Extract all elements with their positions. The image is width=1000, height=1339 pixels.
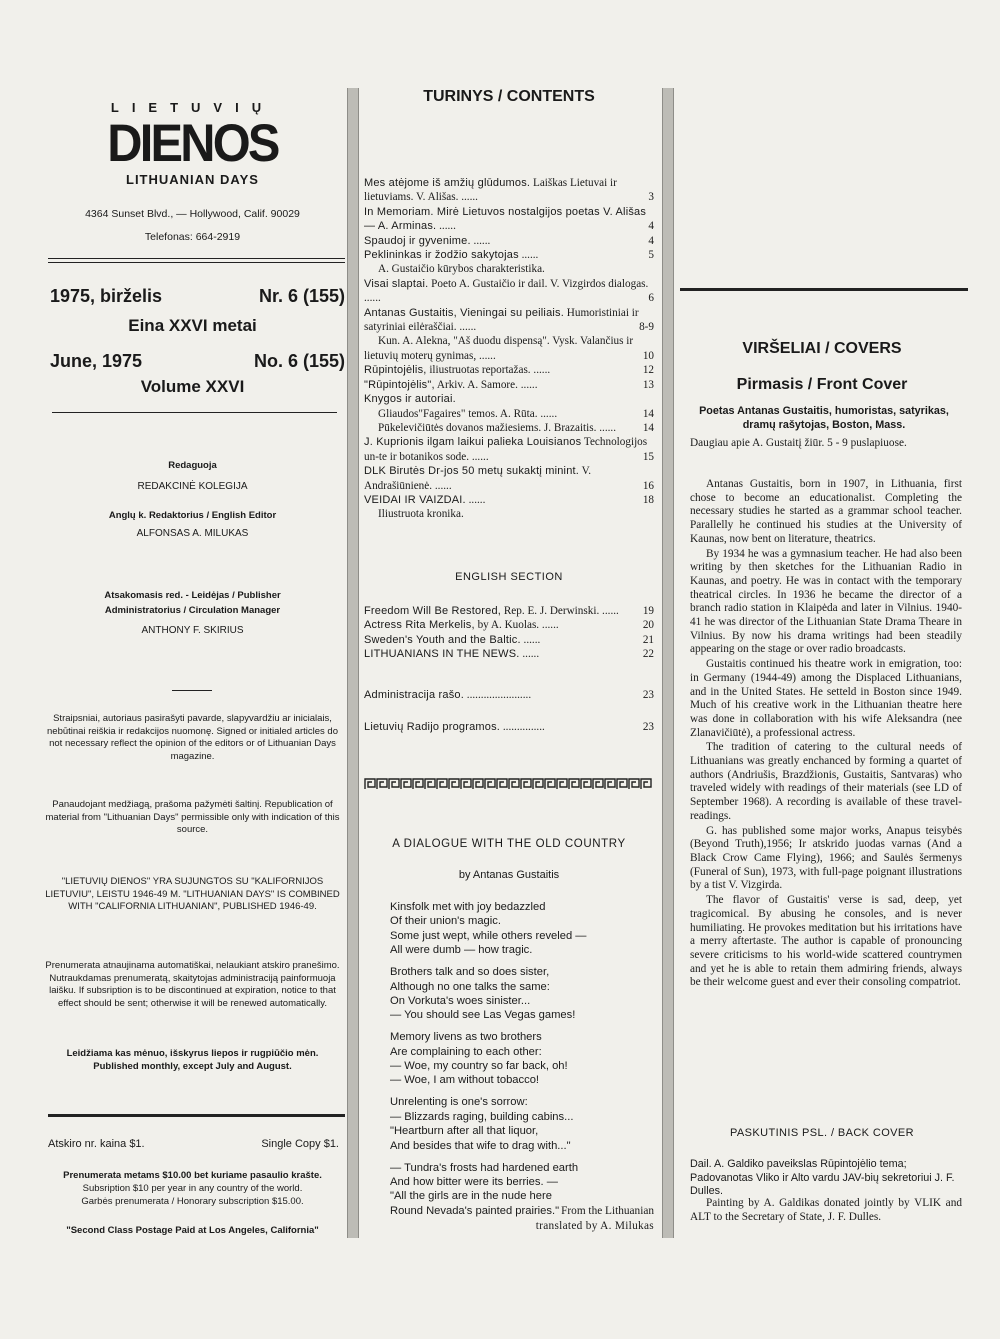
front-cover-article <box>690 478 962 991</box>
back-cover-text: Painting by A. Galdikas donated jointly by VLIK and ALT to the Secretary of State, J. F. Dulles. <box>690 1197 962 1223</box>
english-section-heading: ENGLISH SECTION <box>455 571 563 583</box>
issue-lt-date: 1975, birželis <box>50 286 163 306</box>
poem-line: — Blizzards raging, building cabins... <box>390 1110 574 1123</box>
contents-item-page: 15 <box>642 450 654 463</box>
poem-line: And besides that wife to drag with..." <box>390 1139 571 1152</box>
poem-credit-2: translated by A. Milukas <box>535 1220 654 1232</box>
contents-item-page: 12 <box>642 364 654 377</box>
poem-stanza <box>390 965 654 1023</box>
poem-line: Brothers talk and so does sister, <box>390 966 550 979</box>
contents-item-title: Peklininkas ir žodžio sakytojas <box>364 249 519 262</box>
opinion-notice: Straipsniai, autoriaus pasirašyti pavarde, slapyvardžiu ar inicialais, nebūtinai reiškia ir redakcijos nuomonę. Signed or initialed articles do not necessary reflect the opinion of the editors or of Lithuanian Days magazine. <box>47 713 338 762</box>
masthead-phone: Telefonas: 664-2919 <box>144 231 241 243</box>
poem-line: Memory livens as two brothers <box>390 1031 542 1044</box>
contents-item[interactable]: In Memoriam. Mirė Lietuvos nostalgijos poetas V. Ališas — A. Arminas. ...... 4 <box>364 205 654 233</box>
front-cover-caption: Poetas Antanas Gustaitis, humoristas, satyrikas, dramų rašytojas, Boston, Mass. <box>699 405 949 431</box>
poem-line: On Vorkuta's woes sinister... <box>390 994 531 1007</box>
poem-line: — You should see Las Vegas games! <box>390 1009 576 1022</box>
poem-line: Although no one talks the same: <box>390 980 550 993</box>
double-rule <box>48 258 345 263</box>
poem-line: Kinsfolk met with joy bedazzled <box>390 901 546 913</box>
poem-credit-1: From the Lithuanian <box>561 1205 654 1217</box>
contents-item-title: Sweden's Youth and the Baltic. <box>364 633 521 646</box>
front-cover-heading: Pirmasis / Front Cover <box>736 376 908 393</box>
contents-item[interactable]: Peklininkas ir žodžio sakytojas ...... 5 <box>364 249 654 262</box>
contents-item-detail: Rep. E. J. Derwinski. <box>501 605 600 617</box>
poem-line: Some just wept, while others reveled — <box>390 929 587 942</box>
column-divider-right <box>662 88 674 1238</box>
contents-item-title: LITHUANIANS IN THE NEWS. <box>364 648 520 661</box>
front-cover-reference: Daugiau apie A. Gustaitį žiūr. 5 - 9 puslapiuose. <box>690 437 907 449</box>
subscription-lt: Prenumerata metams $10.00 bet kuriame pasaulio krašte. <box>63 1170 322 1181</box>
contents-item[interactable]: "Rūpintojėlis", Arkiv. A. Samore. ...... 13 <box>364 378 654 391</box>
contents-item[interactable] <box>364 392 654 406</box>
contents-item-title: Rūpintojėlis, <box>364 364 427 377</box>
poem-stanza <box>390 1030 654 1088</box>
contents-item-page: 14 <box>642 407 654 420</box>
honorary-subscription: Garbės prenumerata / Honorary subscription $15.00. <box>81 1196 304 1207</box>
contents-item-page: 4 <box>648 220 654 233</box>
contents-item[interactable]: Visai slaptai. Poeto A. Gustaičio ir dail. V. Vizgirdos dialogas. ...... 6 <box>364 277 654 305</box>
article-paragraph: Antanas Gustaitis, born in 1907, in Lithuania, first chose to become an educationalist. Completing the necessary studies he started as a grammar school teacher. Parallelly he continued his studies at the University of Kaunas, now bent on literature, theatrics. <box>690 478 962 545</box>
single-price-en: Single Copy $1. <box>261 1138 339 1150</box>
poem-body <box>390 900 654 1226</box>
contents-item-page: 6 <box>648 292 654 305</box>
monthly-en: Published monthly, except July and August. <box>93 1061 292 1072</box>
contents-item-detail: iliustruotas reportažas. <box>426 364 531 377</box>
contents-item-title: Freedom Will Be Restored, <box>364 605 502 617</box>
issue-en-volume: Volume XXVI <box>140 377 245 396</box>
poem-author: by Antanas Gustaitis <box>458 869 560 881</box>
contents-item-title: Antanas Gustaitis, Vieningai su peiliais. <box>364 306 564 319</box>
contents-item[interactable]: Gliaudos"Fagaires" temos. A. Rūta. ...... 14 <box>364 407 654 421</box>
back-cover-caption: Dail. A. Galdiko paveikslas Rūpintojėlio tema; Padovanotas Vliko ir Alto vardu JAV-bių sekretoriui J. F. Dulles. <box>690 1158 955 1197</box>
contents-item[interactable]: Mes atėjome iš amžių glūdumos. Laiškas Lietuvai ir lietuviams. V. Ališas. ...... 3 <box>364 177 654 204</box>
contents-item-title: Actress Rita Merkelis, <box>364 619 475 632</box>
contents-item-page: 22 <box>642 648 654 661</box>
contents-item-page: 23 <box>642 689 654 701</box>
poem-title: A DIALOGUE WITH THE OLD COUNTRY <box>392 838 626 850</box>
contents-item-detail: Gliaudos"Fagaires" temos. A. Rūta. <box>378 407 538 420</box>
contents-item[interactable]: Freedom Will Be Restored, Rep. E. J. Derwinski. ...... 19 <box>364 605 654 617</box>
contents-item-page: 21 <box>642 633 654 646</box>
renewal-notice: Prenumerata atnaujinama automatiškai, nelaukiant atskiro pranešimo. Nutraukdamas prenumeratą, skaitytojas administraciją painformuoja laišku. If subsription is to be discontinued at expiration, notice to that effect should be sent; otherwise it will be renewed automatically. <box>45 960 340 1009</box>
contents-item[interactable]: Spaudoj ir gyvenime. ...... 4 <box>364 234 654 247</box>
contents-item[interactable]: Rūpintojėlis, iliustruotas reportažas. ...... 12 <box>364 364 654 377</box>
poem-line: Are complaining to each other: <box>390 1045 542 1058</box>
contents-item[interactable]: LITHUANIANS IN THE NEWS. ...... 22 <box>364 648 654 661</box>
article-paragraph: Gustaitis continued his theatre work in emigration, too: in Germany (1944-49) among the Displaced Lithuanians, and in the United States. He setteld in Boston since 1949. Much of his creative work in the Lithuanian theatre here was done in collaboration with his wife Aleksandra (nee Zlanavičiūtė), a professional actress. <box>690 658 962 739</box>
contents-item[interactable]: DLK Birutės Dr-jos 50 metų sukaktį minint. V. Andrašiūnienė. ...... 16 <box>364 465 654 492</box>
contents-item-title: Lietuvių Radijo programos. <box>364 721 501 733</box>
contents-heading: TURINYS / CONTENTS <box>423 88 595 105</box>
poem-line: — Woe, I am without tobacco! <box>390 1074 540 1087</box>
contents-item[interactable]: Kun. A. Alekna, "Aš duodu dispensą". Vysk. Valančius ir lietuvių moterų gynimas, ...... 10 <box>364 335 654 362</box>
poem-line: And how bitter were its berries. — <box>390 1175 558 1188</box>
issue-lt-year: Eina XXVI metai <box>128 316 257 335</box>
editorial-board: REDAKCINĖ KOLEGIJA <box>137 481 248 492</box>
contents-item-detail: Technologijos un-te ir botanikos sode. <box>364 436 648 463</box>
contents-item-page: 3 <box>648 191 654 204</box>
contents-item-detail: Arkiv. A. Samore. <box>434 378 518 391</box>
masthead-subtitle: LITHUANIAN DAYS <box>126 172 259 187</box>
poem-line: — Tundra's frosts had hardened earth <box>390 1161 579 1174</box>
covers-heading: VIRŠELIAI / COVERS <box>742 340 902 357</box>
article-paragraph: The flavor of Gustaitis' verse is sad, deep, yet tragicomical. By abusing he consoles, and is never humiliating. He provokes meditation but his irritations have a merry aftertaste. The author is capable of pronouncing severe criticisms to his world-wide scattered countrymen and yet he is able to retain them admiring friends, always be their welcome guest and ever their consoling compatriot. <box>690 894 962 989</box>
poem-line: All were dumb — how tragic. <box>390 944 533 957</box>
contents-item-title: "Rūpintojėlis", <box>364 378 435 391</box>
masthead-address: 4364 Sunset Blvd., — Hollywood, Calif. 90029 <box>85 208 300 220</box>
contents-item[interactable]: J. Kuprionis ilgam laikui palieka Louisianos Technologijos un-te ir botanikos sode. ...... 15 <box>364 436 654 463</box>
contents-item-page: 23 <box>642 721 654 733</box>
article-paragraph: The tradition of catering to the cultural needs of Lithuanians was greatly enchanced by forming a quartet of authors (Andriušis, Brazdžionis, Gustaitis, Santvaras) who traveled widely with readings of their materials (see LD of September 1968). A recording is available of these travel-readings. <box>690 741 962 822</box>
thick-rule <box>680 288 968 291</box>
edited-by: Redaguoja <box>168 460 217 471</box>
contents-item-detail: Poeto A. Gustaičio ir dail. V. Vizgirdos dialogas. <box>428 277 649 290</box>
poem-line: "Heartburn after all that liquor, <box>390 1125 539 1138</box>
poem-stanza <box>390 1095 654 1153</box>
rule <box>52 412 337 413</box>
reprint-notice: Panaudojant medžiagą, prašoma pažymėti šaltinį. Republication of material from "Lithuanian Days" permissible only with indication of this source. <box>45 799 340 835</box>
postage-note: "Second Class Postage Paid at Los Angeles, California" <box>66 1225 319 1236</box>
contents-item[interactable]: Actress Rita Merkelis, by A. Kuolas. ...... 20 <box>364 619 654 632</box>
column-divider-left <box>347 88 359 1238</box>
contents-item-page: 8-9 <box>639 321 654 334</box>
contents-item[interactable]: Antanas Gustaitis, Vieningai su peiliais. Humoristiniai ir satyriniai eilėraščiai. ...... 8-9 <box>364 306 654 334</box>
contents-item-title: Mes atėjome iš amžių glūdumos. <box>364 177 531 189</box>
poem-line: "All the girls are in the nude here <box>390 1190 552 1203</box>
contents-item-detail: V. Andrašiūnienė. <box>364 465 592 492</box>
contents-item-detail: Pūkelevičiūtės dovanos mažiesiems. J. Brazaitis. <box>378 421 597 434</box>
contents-item-page: 14 <box>642 421 654 434</box>
poem-line: Of their union's magic. <box>390 915 501 928</box>
contents-item[interactable] <box>364 262 654 276</box>
contents-item-detail: Iliustruota kronika. <box>378 508 464 521</box>
contents-item-page: 4 <box>648 234 654 247</box>
poem-line: — Woe, my country so far back, oh! <box>390 1060 568 1073</box>
contents-item-title: Spaudoj ir gyvenime. <box>364 234 471 247</box>
contents-item-title: J. Kuprionis ilgam laikui palieka Louisianos <box>364 436 582 449</box>
single-price-lt: Atskiro nr. kaina $1. <box>48 1138 145 1150</box>
contents-item-page: 18 <box>642 493 654 506</box>
contents-list-lithuanian <box>364 176 654 522</box>
short-rule <box>172 690 212 691</box>
contents-item[interactable]: Sweden's Youth and the Baltic. ...... 21 <box>364 633 654 646</box>
thick-rule <box>48 1114 345 1117</box>
contents-item-page: 19 <box>642 605 654 617</box>
poem-stanza <box>390 900 654 958</box>
contents-list-english <box>364 604 654 662</box>
article-paragraph: G. has published some major works, Anapus teisybės (Beyond Truth),1956; Ir atskrido juodas varnas (And a Black Crow Came Flying), 1966; and Saulės šermenys (Funeral of Sun), 1973, with full-page poignant illustrations by a tist V. Vizgirda. <box>690 824 962 892</box>
issue-lt-number: Nr. 6 (155) <box>258 286 345 306</box>
contents-item[interactable]: VEIDAI IR VAIZDAI. ...... 18 <box>364 493 654 506</box>
issue-en-number: No. 6 (155) <box>253 351 345 371</box>
english-editor-label: Anglų k. Redaktorius / English Editor <box>108 510 277 521</box>
ornament-border <box>364 778 652 790</box>
contents-item-detail: Kun. A. Alekna, "Aš duodu dispensą". Vysk. Valančius ir lietuvių moterų gynimas, <box>364 335 634 362</box>
contents-item-title: In Memoriam. Mirė Lietuvos nostalgijos poetas V. Ališas — A. Arminas. <box>364 205 647 233</box>
contents-item-detail: by A. Kuolas. <box>474 619 540 632</box>
issue-en-date: June, 1975 <box>50 351 143 371</box>
combined-notice: "LIETUVIŲ DIENOS" YRA SUJUNGTOS SU "KALIFORNIJOS LIETUVIU", LEISTU 1946-49 M. "LITHUANIAN DAYS" IS COMBINED WITH "CALIFORNIA LITHUANIAN", PUBLISHED 1946-49. <box>45 876 340 912</box>
contents-item[interactable]: Lietuvių Radijo programos. ............... 23 <box>364 721 654 733</box>
contents-item-title: Visai slaptai. <box>364 277 429 290</box>
contents-item-detail: A. Gustaičio kūrybos charakteristika. <box>378 263 545 276</box>
monthly-lt: Leidžiama kas mėnuo, išskyrus liepos ir rugpiūčio mėn. <box>66 1048 319 1059</box>
contents-item-page: 10 <box>642 349 654 362</box>
contents-item[interactable] <box>364 507 654 521</box>
subscription-en: Subsription $10 per year in any country of the world. <box>82 1183 303 1194</box>
contents-item-title: Knygos ir autoriai. <box>364 393 456 406</box>
contents-item-page: 5 <box>648 249 654 262</box>
english-editor: ALFONSAS A. MILUKAS <box>136 528 249 539</box>
publisher-label: Atsakomasis red. - Leidėjas / Publisher <box>104 590 281 601</box>
circulation-label: Administratorius / Circulation Manager <box>104 605 281 616</box>
contents-item-title: DLK Birutės Dr-jos 50 metų sukaktį minint. <box>364 465 580 478</box>
poem-line: Unrelenting is one's sorrow: <box>390 1096 528 1109</box>
contents-item-title: VEIDAI IR VAIZDAI. <box>364 493 466 506</box>
contents-item[interactable]: Administracija rašo. ....................... 23 <box>364 689 654 701</box>
masthead-title: DIENOS <box>107 114 278 173</box>
contents-item-detail: Humoristiniai ir satyriniai eilėraščiai. <box>364 306 639 334</box>
article-paragraph: By 1934 he was a gymnasium teacher. He had also been writing by then sketches for the Lithuanian Radio in Kaunas, and poetry. He was in contact with the temporary theatrical circles. In 1936 he became the director of a branch radio station in Klaipėda and later in Vilnius. 1940-41 he was director of the Lithuanian State Drama Theare in Vilnius. By now his drama writings had been steadily appearing on the stage or over radio broadcasts. <box>690 547 962 656</box>
contents-item-detail: Laiškas Lietuvai ir lietuviams. V. Ališas. <box>364 177 617 204</box>
contents-item-page: 20 <box>642 619 654 632</box>
back-cover-heading: PASKUTINIS PSL. / BACK COVER <box>730 1127 914 1139</box>
contents-item[interactable]: Pūkelevičiūtės dovanos mažiesiems. J. Brazaitis. ...... 14 <box>364 421 654 435</box>
publisher-name: ANTHONY F. SKIRIUS <box>141 625 244 636</box>
contents-item-title: Administracija rašo. <box>364 689 464 701</box>
masthead-kicker: LIETUVIŲ <box>110 100 275 115</box>
contents-item-page: 13 <box>642 378 654 391</box>
poem-line: Round Nevada's painted prairies." <box>390 1204 560 1217</box>
contents-item-page: 16 <box>642 479 654 492</box>
